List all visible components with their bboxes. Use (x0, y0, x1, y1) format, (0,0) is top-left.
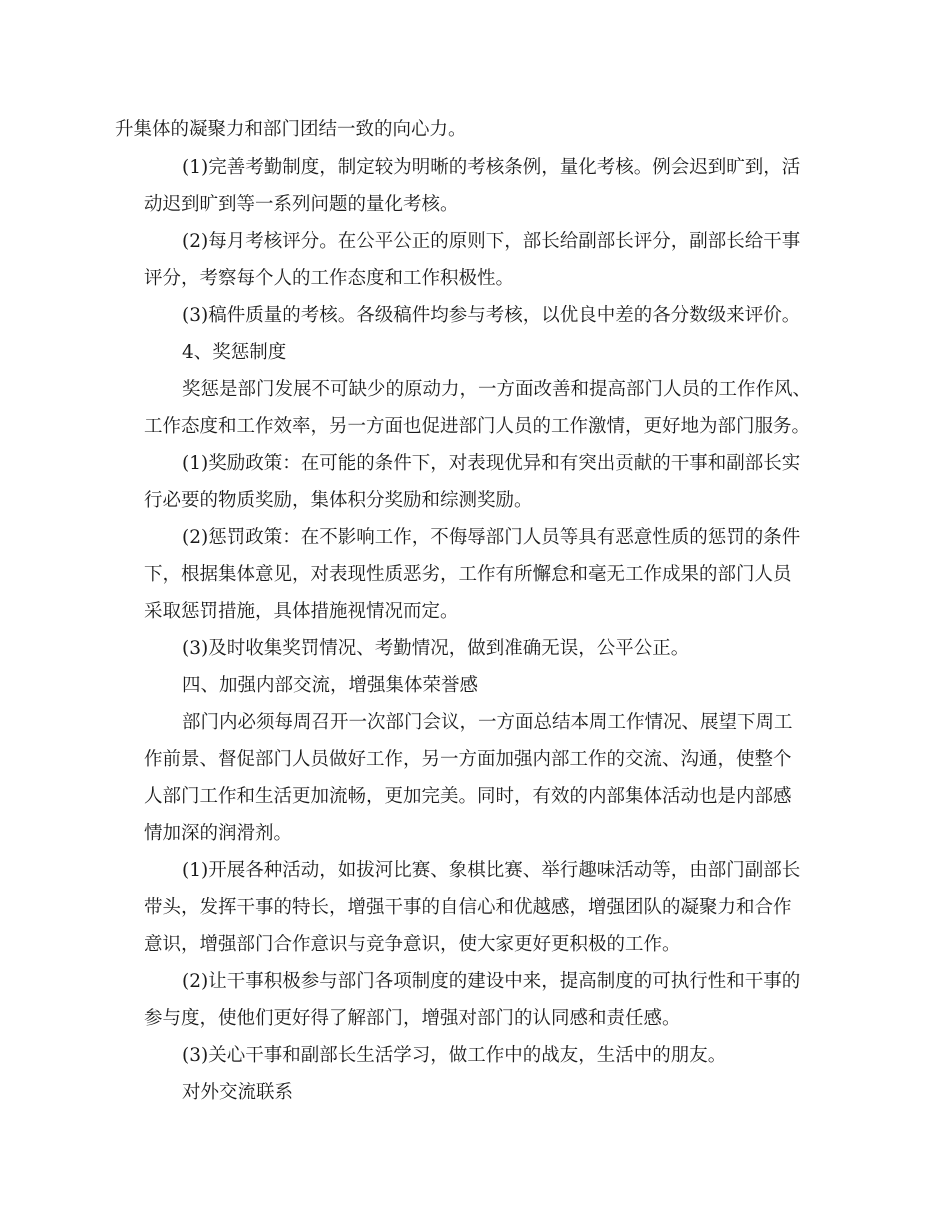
body-text-line: 意识，增强部门合作意识与竞争意识，使大家更好更积极的工作。 (144, 934, 681, 955)
body-text-line: 作前景、督促部门人员做好工作，另一方面加强内部工作的交流、沟通，使整个 (144, 749, 792, 770)
body-text-line: 参与度，使他们更好得了解部门，增强对部门的认同感和责任感。 (144, 1008, 681, 1029)
body-text-line: (2)让干事积极参与部门各项制度的建设中来，提高制度的可执行性和干事的 (182, 971, 801, 992)
body-text-line: (1)完善考勤制度，制定较为明晰的考核条例，量化考核。例会迟到旷到，活 (182, 157, 801, 178)
body-text-line: 奖惩是部门发展不可缺少的原动力，一方面改善和提高部门人员的工作作风、 (182, 379, 812, 400)
body-text-line: 人部门工作和生活更加流畅，更加完美。同时，有效的内部集体活动也是内部感 (144, 786, 792, 807)
section-heading: 4、奖惩制度 (182, 342, 287, 363)
body-text-line: 动迟到旷到等一系列问题的量化考核。 (144, 194, 459, 215)
body-text-line: (1)奖励政策：在可能的条件下，对表现优异和有突出贡献的干事和副部长实 (182, 453, 801, 474)
body-text-line: 情加深的润滑剂。 (144, 823, 293, 844)
body-text-line: 部门内必须每周召开一次部门会议，一方面总结本周工作情况、展望下周工 (182, 712, 793, 733)
body-text-line: (3)稿件质量的考核。各级稿件均参与考核，以优良中差的各分数级来评价。 (182, 305, 801, 326)
body-text-line: 行必要的物质奖励，集体积分奖励和综测奖励。 (144, 490, 533, 511)
body-text-line: 带头，发挥干事的特长，增强干事的自信心和优越感，增强团队的凝聚力和合作 (144, 897, 792, 918)
body-text-line: (2)每月考核评分。在公平公正的原则下，部长给副部长评分，副部长给干事 (182, 231, 801, 252)
body-text-line: (3)关心干事和副部长生活学习，做工作中的战友，生活中的朋友。 (182, 1045, 727, 1066)
body-text-line: 升集体的凝聚力和部门团结一致的向心力。 (115, 119, 467, 140)
body-text-line: (3)及时收集奖罚情况、考勤情况，做到准确无误，公平公正。 (182, 638, 690, 659)
body-text-line: (2)惩罚政策：在不影响工作，不侮辱部门人员等具有恶意性质的惩罚的条件 (182, 527, 801, 548)
body-text-line: 采取惩罚措施，具体措施视情况而定。 (144, 601, 459, 622)
body-text-line: 工作态度和工作效率，另一方面也促进部门人员的工作激情，更好地为部门服务。 (144, 416, 811, 437)
body-text-line: 下，根据集体意见，对表现性质恶劣，工作有所懈怠和毫无工作成果的部门人员 (144, 564, 792, 585)
section-heading: 四、加强内部交流，增强集体荣誉感 (182, 675, 479, 696)
section-heading: 对外交流联系 (182, 1082, 294, 1103)
body-text-line: (1)开展各种活动，如拔河比赛、象棋比赛、举行趣味活动等，由部门副部长 (182, 860, 801, 881)
body-text-line: 评分，考察每个人的工作态度和工作积极性。 (144, 268, 515, 289)
